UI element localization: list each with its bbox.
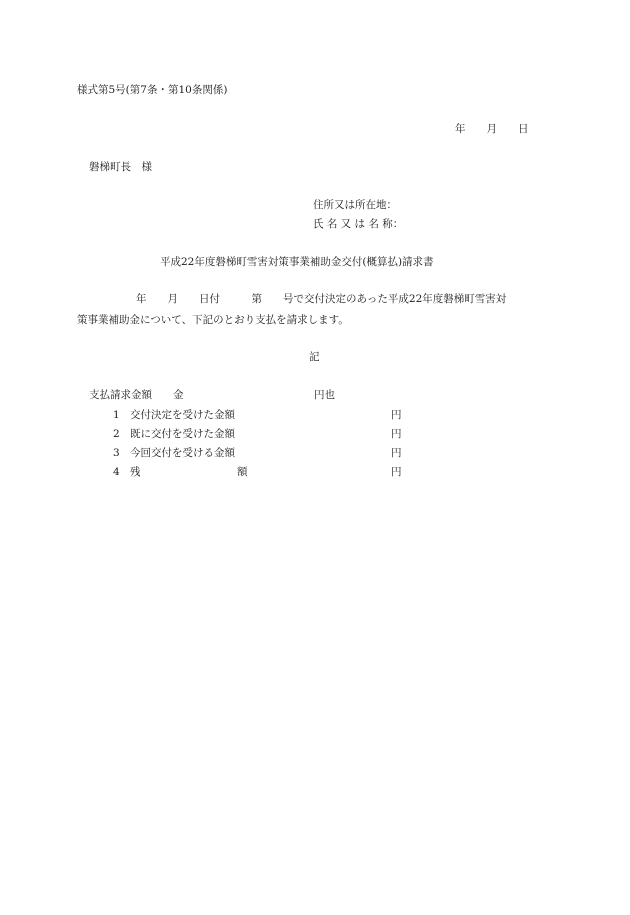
applicant-name-label: 氏 名 又 は 名 称：: [313, 218, 404, 230]
addressee: 磐梯町長 様: [89, 161, 152, 173]
item-label: 既に交付を受けた金額: [130, 428, 235, 440]
date-line: 年 月 日: [455, 123, 529, 135]
request-yen-nari: 円也: [314, 389, 335, 401]
item-number: 3: [113, 447, 120, 459]
applicant-address-label: 住所又は所在地：: [313, 199, 397, 211]
item-number: 4: [113, 466, 120, 478]
item-number: 1: [113, 409, 120, 421]
item-label: 交付決定を受けた金額: [130, 409, 235, 421]
request-kin: 金: [173, 389, 184, 401]
item-unit: 円: [391, 428, 402, 440]
item-unit: 円: [391, 447, 402, 459]
document-title: 平成22年度磐梯町雪害対策事業補助金交付(概算払)請求書: [160, 256, 434, 268]
item-label-gaku: 額: [237, 466, 248, 478]
item-label: 今回交付を受ける金額: [130, 447, 235, 459]
ki-heading: 記: [309, 351, 320, 363]
form-number: 様式第5号(第7条・第10条関係): [77, 84, 228, 96]
item-number: 2: [113, 428, 120, 440]
item-unit: 円: [391, 409, 402, 421]
body-text-line-2: 策事業補助金について、下記のとおり支払を請求します。: [77, 314, 349, 326]
item-unit: 円: [391, 466, 402, 478]
body-text-line-1: 年 月 日付 第 号で交付決定のあった平成22年度磐梯町雪害対: [136, 293, 507, 305]
item-label-zan: 残: [130, 466, 141, 478]
request-amount-label: 支払請求金額: [89, 389, 152, 401]
